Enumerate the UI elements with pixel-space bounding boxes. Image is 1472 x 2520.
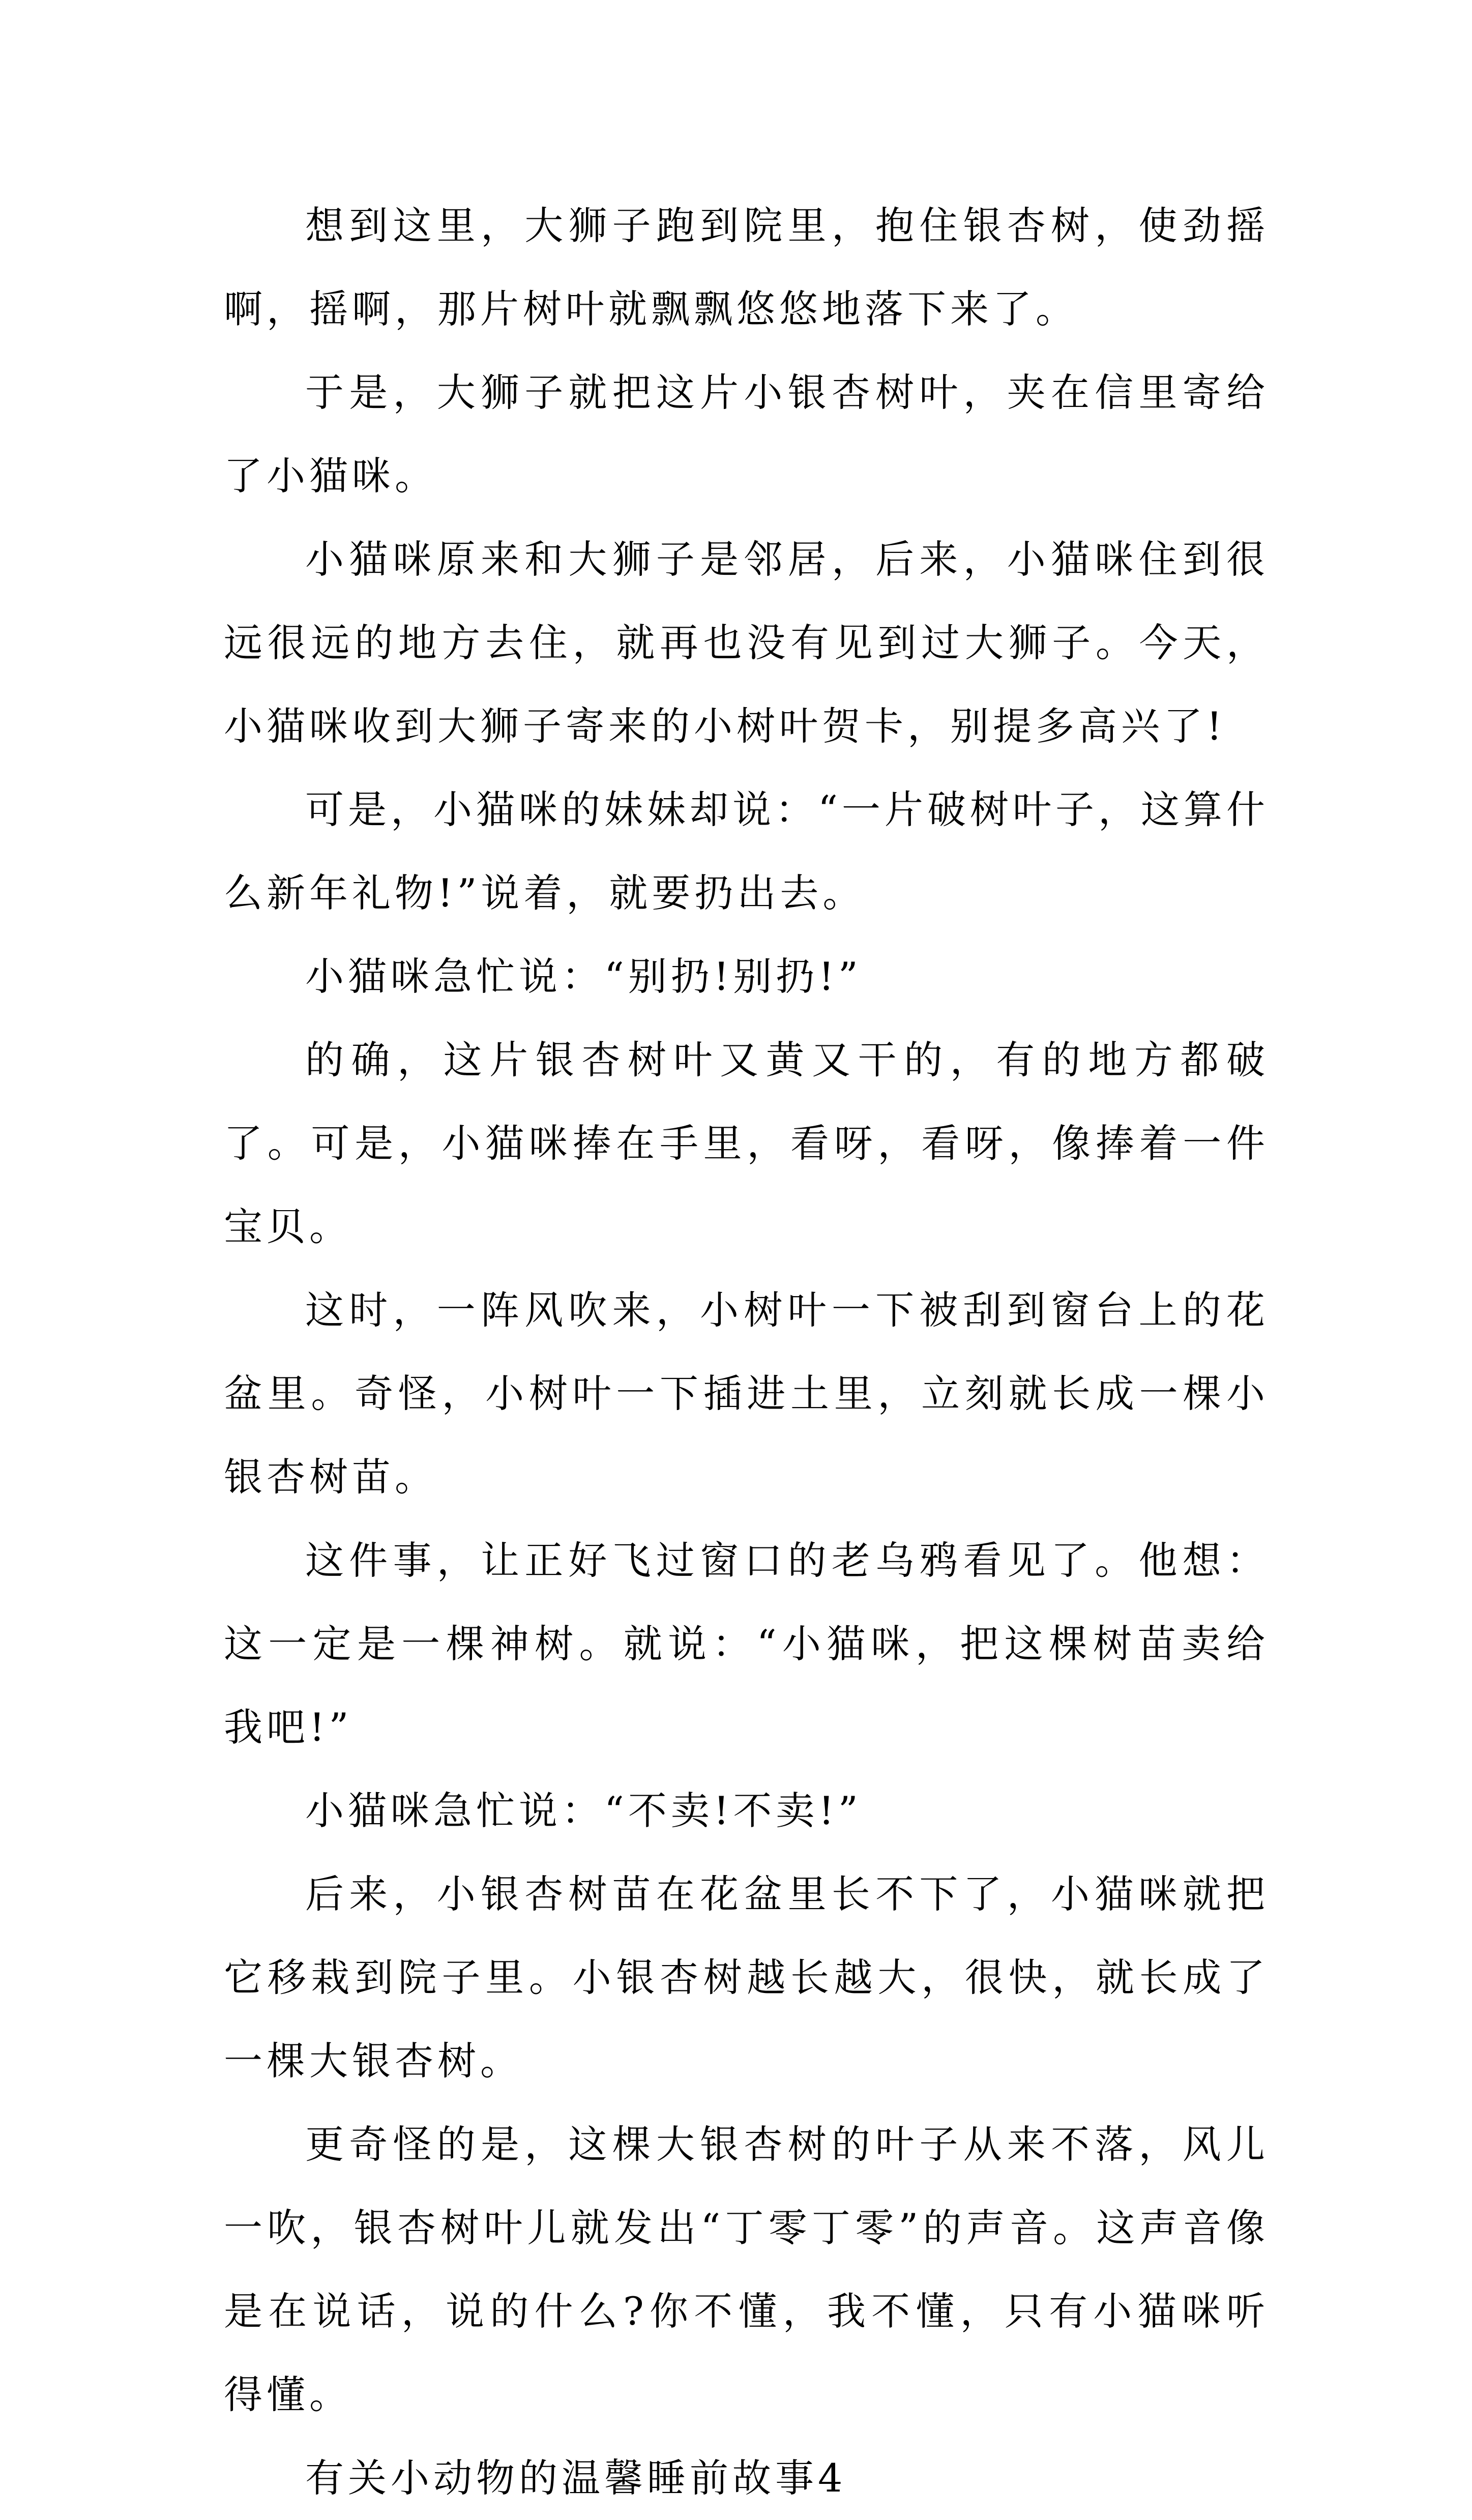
paragraph: 这件事，让正好飞过窗口的老乌鸦看见了。他想：这一定是一棵神树。就说：“小猫咪，把这棵树苗卖给我吧!”: [224, 1538, 1269, 1750]
paragraph: 可是，小猫咪的妹妹却说：“一片破树叶子，这算什么新年礼物!”说着，就要扔出去。: [224, 787, 1269, 916]
paragraph: 于是，大狮子就把这片小银杏树叶，夹在信里寄给了小猫咪。: [224, 370, 1269, 499]
paragraph: 后来，小银杏树苗在花盆里长不下了，小猫咪就把它移栽到院子里。小银杏树越长越大，很快，就长成了一棵大银杏树。: [224, 1871, 1269, 2084]
paragraph: 的确，这片银杏树叶又黄又干的，有的地方都破了。可是，小猫咪捧在手里，看呀，看呀，像捧着一件宝贝。: [224, 1037, 1269, 1249]
paragraph: 小猫咪急忙说：“别扔!别扔!”: [305, 954, 862, 999]
paragraph: 想到这里，大狮子跑到院里，抱住银杏树，使劲摇啊，摇啊，那片树叶就飘飘悠悠地落下来了。: [224, 203, 1269, 332]
paragraph: 小猫咪原来和大狮子是邻居，后来，小猫咪住到很远很远的地方去住，就再也没有见到过大狮子。今天，小猫咪收到大狮子寄来的小树叶贺卡，别提多高兴了!: [224, 537, 1269, 749]
section-heading: 有关小动物的温馨睡前故事4: [305, 2455, 847, 2501]
paragraph: 这时，一阵风吹来，小树叶一下被刮到窗台上的花盆里。奇怪，小树叶一下插进土里，立刻就长成一棵小银杏树苗。: [224, 1287, 1269, 1500]
paragraph: 小猫咪急忙说：“不卖!不卖!”: [305, 1788, 862, 1833]
paragraph: 更奇怪的是，这棵大银杏树的叶子从来不落，风儿一吹，银杏树叶儿就发出“丁零丁零”的声音。这声音像是在说话，说的什么?你不懂，我不懂，只有小猫咪听得懂。: [224, 2122, 1269, 2417]
document-body: [224, 184, 1269, 2520]
